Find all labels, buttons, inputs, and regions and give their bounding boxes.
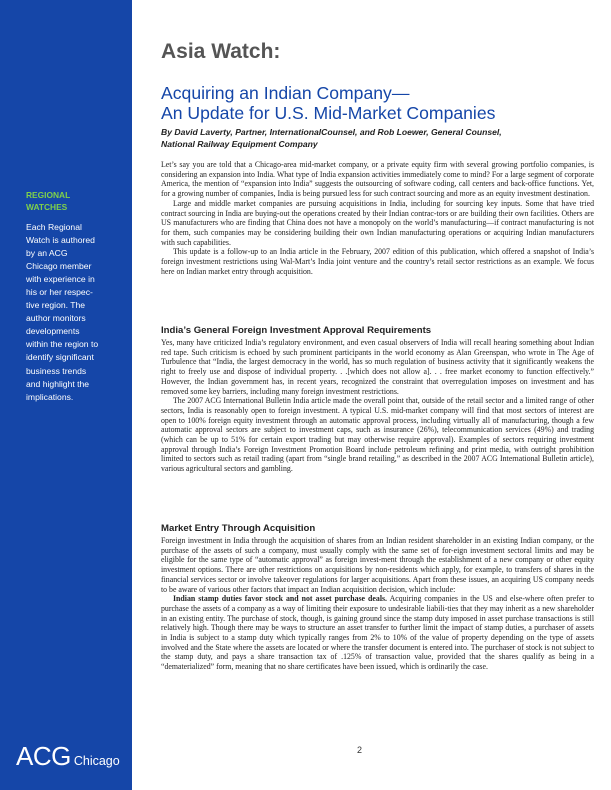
series-title: Asia Watch:	[161, 40, 281, 63]
article-title	[161, 83, 601, 123]
regional-watches-heading	[26, 189, 126, 213]
intro-paragraph: This update is a follow-up to an India article in the February, 2007 edition of this publication, which offered a snapshot of India’s foreign investment restrictions using Wal-Mart’s India joint venture and the country’s retail sector restrictions as an example. We focus here on Indian market entry through acquisition.	[161, 247, 594, 276]
heading-line: REGIONAL	[26, 190, 71, 200]
sidebar-line: implications.	[26, 391, 74, 402]
sidebar-line: with experience in	[26, 274, 95, 285]
acquisition-section	[161, 536, 594, 672]
body-paragraph: Yes, many have criticized India’s regulatory environment, and even casual observers of India will recall hearing something about Indian red tape. Such criticism is echoed by such prominent participants in the world economy as Alan Greenspan, who wrote in The Age of Turbulence that “India, the largest democracy in the world, has so much regulation of business activity that it significantly weakens the right to freely use and dispose of individual property. . .[which does not allow a]. . . free market economy to function effectively.” However, the Indian government has, in recent years, recognized the constraint that overregulation imposes on investment and has removed some key barriers, including many foreign investment restrictions.	[161, 338, 594, 396]
logo-city: Chicago	[73, 754, 120, 768]
body-paragraph: Foreign investment in India through the acquisition of shares from an Indian resident shareholder in an existing Indian company, or the purchase of the assets of such a company, must usually comply with the same set of for-eign investment sectoral limits and may be eligible for the same type of “automatic approval” as foreign invest-ment through the establishment of a new company or other equity investment options. There are other restrictions on acquisitions by non-residents which apply, for example, to transfers of shares in the financial services sector or involve takeover regulations for larger acquisitions. Apart from these issues, an acquiring US company needs to be aware of various other factors that impact an Indian acquisition decision, which include:	[161, 536, 594, 594]
sidebar-line: author monitors	[26, 313, 86, 324]
sidebar-line: Watch is authored	[26, 235, 95, 246]
page-number: 2	[357, 745, 363, 755]
regional-watches-description	[26, 221, 130, 404]
heading-line: WATCHES	[26, 202, 68, 212]
stamp-duty-text: Acquiring companies in the US and else-where often prefer to purchase the assets of a company as a way of limiting their exposure to undesirable liabili-ties that they may inherit as a new shareholder in an existing entity. The purchase of stock, though, is gaining ground since the stamp duty imposed in asset purchase transactions is still relatively high. Though there may be ways to structure an asset transfer to further limit the impact of stamp duties, a purchaser of assets in India is subject to a stamp duty which typically ranges from 2% to 10% of the value of property depending on the type of assets involved and the State where the assets are located or where the transfer document is entered into. The purchaser of stock is not subject to the stamp duty, and pays a share transaction tax of .125% of transaction value, provided that the shares qualify as being in a “dematerialized” form, meaning that no share certificates have been issued, which is ordinarily the case.	[161, 594, 594, 672]
byline-line: National Railway Equipment Company	[161, 139, 318, 149]
sidebar-line: Chicago member	[26, 261, 92, 272]
intro-section	[161, 160, 594, 276]
sidebar-line: business trends	[26, 365, 87, 376]
sidebar-line: tive region. The	[26, 300, 86, 311]
byline	[161, 126, 601, 150]
intro-paragraph: Large and middle market companies are pursuing acquisitions in India, including for sourcing key inputs. Some that have tried contract sourcing in India are buying-out the operations created by their Indian contrac-tors or are building their own facilities. Others are US manufacturers who are finding that China does not have a monopoly on the world’s manufacturing—if contract manufacturing is not for them, such companies may be considering building their own Indian manufacturing operations or acquiring Indian manufacturers with such capabilities.	[161, 198, 594, 247]
sidebar-line: within the region to	[26, 339, 99, 350]
acg-chicago-logo	[16, 741, 120, 772]
intro-paragraph: Let’s say you are told that a Chicago-area mid-market company, or a private equity firm with several growing portfolio companies, is considering an expansion into India. What type of India expansion activities immediately come to mind? For a large segment of corporate America, the mention of “expansion into India” suggests the outsourcing of software coding, call centers and back-office functions. Yet, for a growing number of companies, India is being pursued less for such contract sourcing and more as an equity investment destination.	[161, 160, 594, 199]
sidebar-line: Each Regional	[26, 222, 82, 232]
section-heading-acquisition: Market Entry Through Acquisition	[161, 523, 316, 534]
section-heading-approval: India’s General Foreign Investment Approval Requirements	[161, 325, 432, 336]
sidebar-line: developments	[26, 326, 80, 337]
sidebar-line: his or her respec-	[26, 287, 93, 298]
sidebar-line: identify significant	[26, 352, 94, 363]
body-paragraph: The 2007 ACG International Bulletin India article made the overall point that, outside of the retail sector and a limited range of other sectors, India is reasonably open to foreign investment. A typical U.S. mid-market company will find that most sectors of interest are open to 100% foreign equity investment through an automatic approval process, including virtually all of manufacturing, though a few automatic approval sectors are subject to investment caps, such as insurance (26%), telecommunication services (49%) and trading (which can be up to 51% for certain export trading but may otherwise require approval). Examples of sectors requiring investment approval through India’s Foreign Investment Promotion Board include petroleum refining and print media, with outright prohibition limited to sectors such as retail trading (apart from “single brand retailing,” as described in the 2007 ACG International Bulletin article), various agricultural sectors and gambling.	[161, 396, 594, 474]
sidebar-line: by an ACG	[26, 248, 68, 259]
approval-section	[161, 338, 594, 474]
title-line: An Update for U.S. Mid-Market Companies	[161, 103, 496, 123]
sidebar	[0, 0, 132, 790]
title-line: Acquiring an Indian Company—	[161, 83, 410, 103]
stamp-duty-paragraph	[161, 594, 594, 672]
byline-line: By David Laverty, Partner, InternationalCounsel, and Rob Loewer, General Counsel,	[161, 127, 502, 137]
sidebar-line: and highlight the	[26, 378, 90, 389]
logo-acg: ACG	[16, 741, 71, 771]
stamp-duty-lead: Indian stamp duties favor stock and not asset purchase deals.	[173, 594, 388, 604]
